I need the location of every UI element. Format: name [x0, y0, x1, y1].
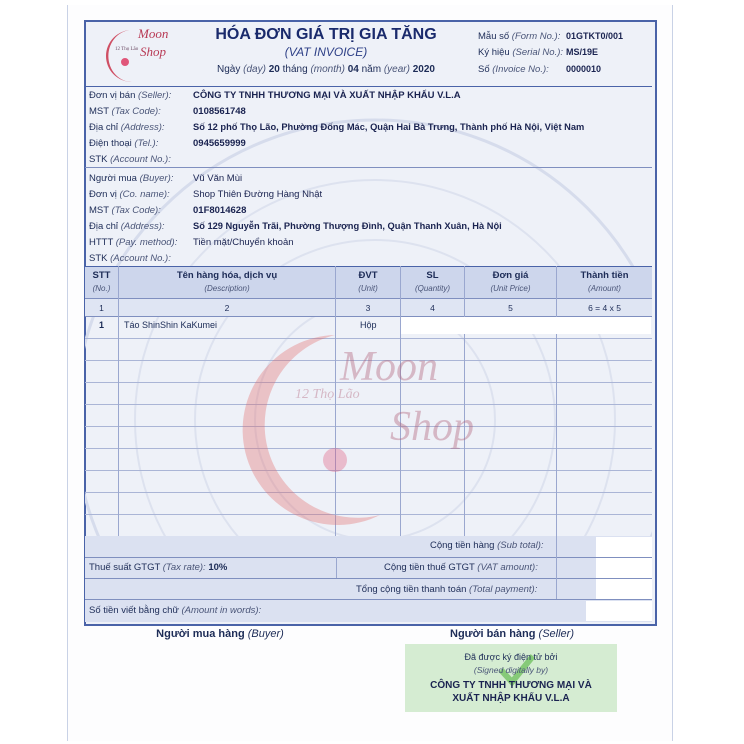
words-masked-value — [586, 601, 652, 621]
col-header-quantity: SL — [426, 270, 439, 281]
invoice-date: Ngày (day) 20 tháng (month) 04 năm (year) 2020 — [217, 64, 435, 75]
seller-name-value: CÔNG TY TNHH THƯƠNG MẠI VÀ XUẤT NHẬP KHẨU V.L.A — [193, 90, 461, 101]
col-sub-description: (Description) — [204, 284, 250, 293]
amount-in-words-label: Số tiền viết bằng chữ (Amount in words): — [89, 605, 262, 616]
seller-taxcode-label: MST (Tax Code): — [89, 106, 161, 117]
col-sub-amount: (Amount) — [588, 284, 621, 293]
buyer-paymethod-value: Tiền mặt/Chuyển khoản — [193, 237, 294, 248]
buyer-name-label: Người mua (Buyer): — [89, 173, 174, 184]
col-index-4: 4 — [430, 303, 435, 313]
col-sub-quantity: (Quantity) — [414, 284, 451, 293]
col-header-no: STT — [92, 270, 111, 281]
seller-address-value: Số 12 phố Thọ Lão, Phường Đống Mác, Quận Hai Bà Trưng, Thành phố Hà Nội, Việt Nam — [193, 122, 585, 132]
col-sub-no: (No.) — [92, 284, 111, 293]
col-index-1: 1 — [99, 303, 104, 313]
seller-name-label: Đơn vị bán (Seller): — [89, 90, 172, 101]
buyer-company-label: Đơn vị (Co. name): — [89, 189, 170, 200]
seller-account-label: STK (Account No.): — [89, 154, 171, 165]
seller-phone-label: Điện thoại (Tel.): — [89, 138, 159, 149]
buyer-taxcode-label: MST (Tax Code): — [89, 205, 161, 216]
invoice-subtitle: (VAT INVOICE) — [284, 45, 368, 59]
col-index-3: 3 — [365, 303, 371, 313]
form-no-label: Mẫu số (Form No.): — [478, 31, 561, 42]
seller-phone-value: 0945659999 — [193, 138, 246, 149]
col-index-5: 5 — [508, 303, 513, 313]
svg-text:Shop: Shop — [390, 404, 474, 450]
vat-amount-label: Cộng tiền thuế GTGT (VAT amount): — [384, 562, 538, 573]
col-header-description: Tên hàng hóa, dịch vụ — [176, 270, 278, 281]
buyer-signature-label: Người mua hàng (Buyer) — [156, 628, 284, 640]
serial-no-value: MS/19E — [566, 47, 599, 57]
form-no-value: 01GTKT0/001 — [566, 31, 624, 41]
moon-shop-logo — [98, 24, 174, 91]
item-no: 1 — [98, 320, 104, 330]
invoice-title: HÓA ĐƠN GIÁ TRỊ GIA TĂNG — [215, 26, 437, 43]
signed-by-text-en: (Signed digitally by) — [473, 665, 549, 675]
col-sub-unit-price: (Unit Price) — [490, 284, 531, 293]
col-header-amount: Thành tiền — [580, 270, 629, 281]
buyer-paymethod-label: HTTT (Pay. method): — [89, 237, 178, 248]
signed-by-text: Đã được ký điện tử bởi — [464, 652, 558, 662]
col-header-unit-price: Đơn giá — [492, 270, 529, 281]
svg-text:12 Thọ Lão: 12 Thọ Lão — [115, 47, 139, 52]
col-sub-unit: (Unit) — [358, 284, 378, 293]
buyer-account-label: STK (Account No.): — [89, 253, 171, 264]
item-description: Táo ShinShin KaKumei — [124, 320, 218, 330]
svg-text:Moon: Moon — [138, 26, 169, 41]
subtotal-label: Cộng tiền hàng (Sub total): — [430, 540, 544, 551]
buyer-taxcode-value: 01F8014628 — [193, 205, 247, 216]
total-payment-label: Tổng cộng tiền thanh toán (Total payment): — [356, 584, 538, 595]
seller-address-label: Địa chỉ (Address): — [89, 122, 165, 133]
buyer-company-value: Shop Thiên Đường Hàng Nhật — [193, 189, 323, 200]
moon-shop-watermark — [240, 310, 520, 540]
buyer-address-label: Địa chỉ (Address): — [89, 221, 165, 232]
seller-signature-label: Người bán hàng (Seller) — [450, 628, 574, 640]
tax-rate-label: Thuế suất GTGT (Tax rate): 10% — [89, 562, 228, 573]
totals-masked-values — [596, 537, 652, 599]
col-header-unit: ĐVT — [358, 270, 378, 281]
col-index-2: 2 — [224, 303, 230, 313]
svg-text:12 Thọ Lão: 12 Thọ Lão — [295, 387, 360, 402]
buyer-name-value: Vũ Văn Mùi — [193, 173, 243, 184]
item-unit: Hộp — [360, 320, 377, 330]
signer-company-line1: CÔNG TY TNHH THƯƠNG MẠI VÀ — [430, 680, 592, 691]
invoice-no-value: 0000010 — [566, 64, 602, 74]
col-index-6: 6 = 4 x 5 — [588, 303, 621, 313]
signer-company-line2: XUẤT NHẬP KHẨU V.L.A — [452, 693, 570, 704]
buyer-address-value: Số 129 Nguyễn Trãi, Phường Thượng Đình, Quận Thanh Xuân, Hà Nội — [193, 221, 502, 231]
invoice-no-label: Số (Invoice No.): — [478, 64, 549, 75]
seller-taxcode-value: 0108561748 — [193, 106, 246, 117]
serial-no-label: Ký hiệu (Serial No.): — [478, 47, 564, 58]
svg-text:Shop: Shop — [140, 44, 166, 59]
svg-text:Moon: Moon — [340, 344, 438, 390]
